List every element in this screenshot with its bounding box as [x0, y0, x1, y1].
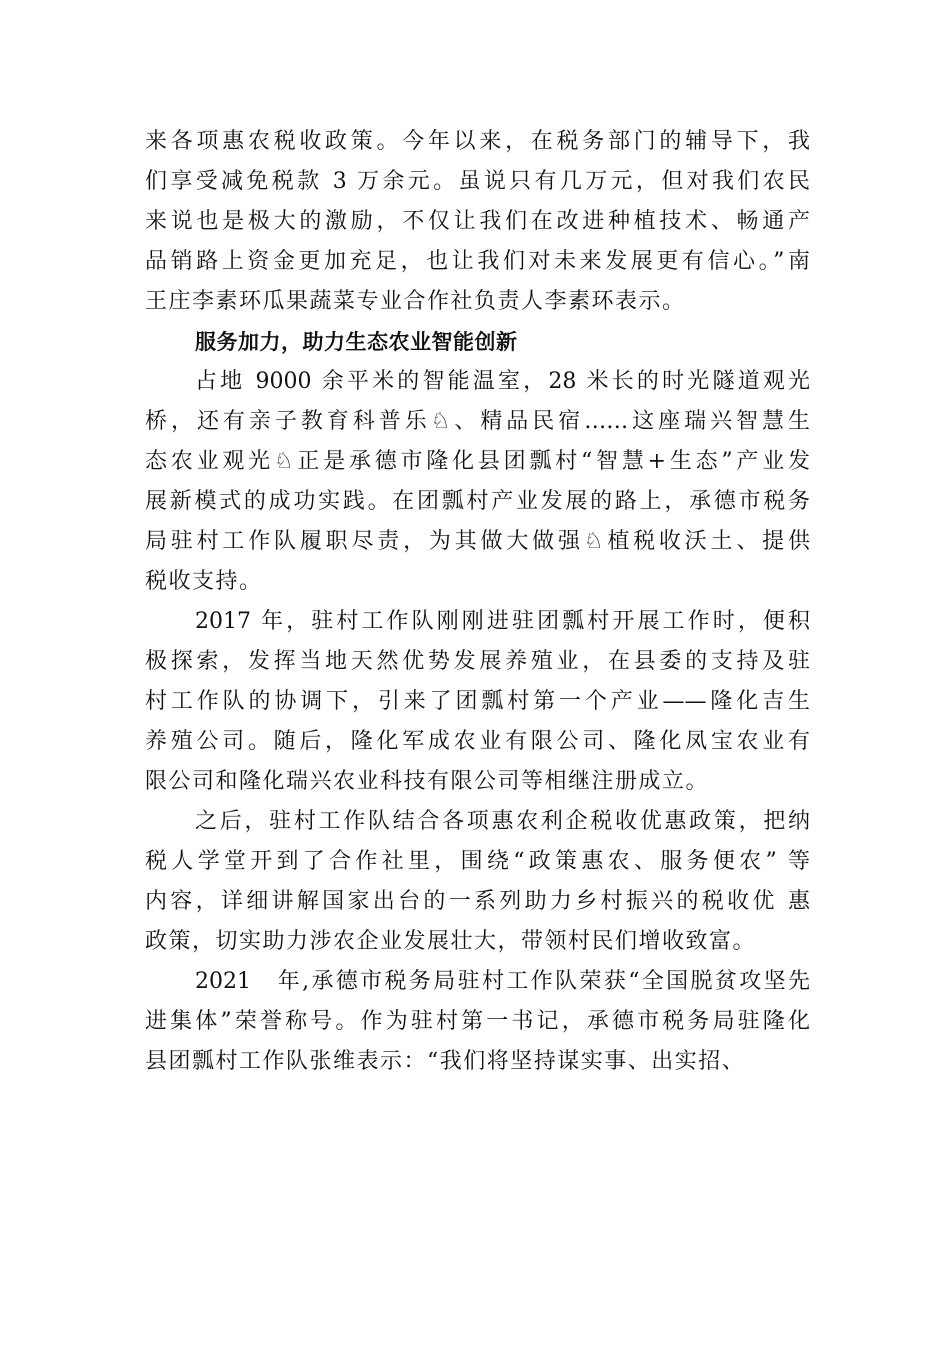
- text-line: 品销路上资金更加充足，也让我们对未来发展更有信心。”南: [145, 249, 810, 274]
- section-heading: 服务加力，助力生态农业智能创新: [195, 330, 518, 354]
- paragraph-start: 占地 9000 余平米的智能温室，28 米长的时光隧道观光: [195, 369, 810, 394]
- text-line: 王庄李素环瓜果蔬菜专业合作社负责人李素环表示。: [145, 289, 686, 314]
- text-line: 进集体”荣誉称号。作为驻村第一书记，承德市税务局驻隆化: [145, 1009, 810, 1034]
- paragraph-start: 2021 年,承德市税务局驻村工作队荣获“全国脱贫攻坚先: [195, 969, 810, 994]
- text-line: 税人学堂开到了合作社里，围绕“政策惠农、服务便农” 等: [145, 849, 810, 874]
- text-line: 来说也是极大的激励，不仅让我们在改进种植技术、畅通产: [145, 209, 810, 234]
- text-line: 们享受减免税款 3 万余元。虽说只有几万元，但对我们农民: [145, 169, 810, 194]
- text-line: 来各项惠农税收政策。今年以来，在税务部门的辅导下，我: [145, 129, 810, 154]
- text-line: 村工作队的协调下，引来了团瓢村第一个产业——隆化吉生: [145, 689, 810, 714]
- text-line: 县团瓢村工作队张维表示：“我们将坚持谋实事、出实招、: [145, 1049, 746, 1074]
- paragraph-start: 2017 年，驻村工作队刚刚进驻团瓢村开展工作时，便积: [195, 609, 810, 634]
- document-page: [145, 122, 810, 1082]
- paragraph-start: 之后，驻村工作队结合各项惠农利企税收优惠政策，把纳: [195, 809, 810, 834]
- text-line: 局驻村工作队履职尽责，为其做大做强♘植税收沃土、提供: [145, 529, 810, 554]
- text-line: 展新模式的成功实践。在团瓢村产业发展的路上，承德市税务: [145, 489, 810, 514]
- text-line: 养殖公司。随后，隆化军成农业有限公司、隆化凤宝农业有: [145, 729, 810, 754]
- text-line: 限公司和隆化瑞兴农业科技有限公司等相继注册成立。: [145, 769, 710, 794]
- text-line: 态农业观光♘正是承德市隆化县团瓢村“智慧+生态”产业发: [145, 449, 810, 474]
- text-line: 政策，切实助力涉农企业发展壮大，带领村民们增收致富。: [145, 929, 757, 954]
- text-line: 极探索，发挥当地天然优势发展养殖业，在县委的支持及驻: [145, 649, 810, 674]
- text-line: 桥，还有亲子教育科普乐♘、精品民宿……这座瑞兴智慧生: [145, 409, 810, 434]
- text-line: 税收支持。: [145, 569, 263, 594]
- text-line: 内容，详细讲解国家出台的一系列助力乡村振兴的税收优 惠: [145, 889, 810, 914]
